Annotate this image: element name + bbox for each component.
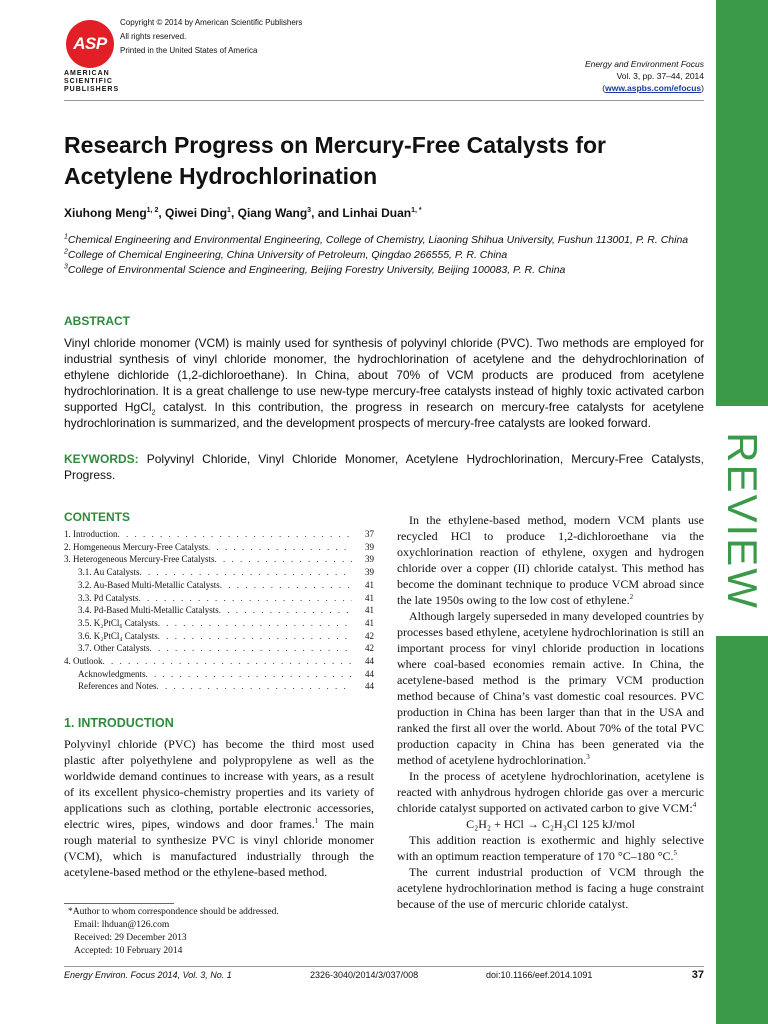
introduction-heading: 1. INTRODUCTION (64, 716, 174, 730)
toc-page: 41 (365, 617, 374, 628)
copyright-line: All rights reserved. (120, 32, 187, 41)
review-label-text: REVIEW (719, 432, 766, 610)
toc-label: References and Notes (78, 681, 157, 692)
toc-label: 3. Heterogeneous Mercury-Free Catalysts (64, 554, 215, 565)
toc-label: 3.2. Au-Based Multi-Metallic Catalysts (78, 579, 220, 590)
affil-num: 2 (64, 248, 68, 256)
toc-leader-dots (208, 541, 352, 554)
toc-leader-dots (139, 592, 352, 605)
introduction-body (64, 736, 374, 880)
affiliation (64, 233, 704, 248)
article-title: Research Progress on Mercury-Free Catalysts for Acetylene Hydrochlorination (64, 132, 606, 189)
affil-text: Chemical Engineering and Environmental Engineering, College of Chemistry, Liaoning Shihua University, Fushun 113001, P. R. China (67, 234, 689, 246)
copyright-line: Printed in the United States of America (120, 46, 258, 55)
body-paragraph (397, 832, 704, 864)
toc-leader-dots (118, 528, 353, 541)
abstract-text-2: catalyst. In this contribution, the progress in research on mercury-free catalysts for acetylene hydrochlorination is summarized, and the development prospects of mercury-free catalysts are looked forward. (64, 400, 704, 430)
toc-page: 41 (365, 592, 374, 603)
toc-leader-dots (219, 604, 352, 617)
toc-leader-dots (158, 617, 352, 630)
publisher-line: SCIENTIFIC (64, 78, 113, 85)
author-name: Linhai Duan (342, 206, 412, 220)
toc-entry[interactable] (64, 541, 374, 554)
toc-page: 44 (365, 681, 374, 692)
body-text: In the process of acetylene hydrochlorination, acetylene is reacted with anhydrous hydrogen chloride gas over a mercuric chloride catalyst supported on activated carbon to give VCM: (397, 769, 704, 815)
publisher-line: PUBLISHERS (64, 86, 120, 93)
citation-ref[interactable]: 4 (692, 801, 697, 809)
journal-volume: Vol. 3, pp. 37–44, 2014 (616, 71, 704, 81)
affiliations (64, 233, 704, 278)
abstract-body (64, 335, 704, 431)
toc-page: 44 (365, 668, 374, 679)
keywords-text: Polyvinyl Chloride, Vinyl Chloride Monomer, Acetylene Hydrochlorination, Mercury-Free Catalysts, Progress. (64, 452, 704, 482)
body-text: In the ethylene-based method, modern VCM plants use recycled HCl to produce 1,2-dichloroethane via the oxychlorination reaction of ethylene, oxygen and hydrogen chloride over a copper (II) chloride catalyst. This method has become the dominant technique to produce VCM abroad since the late 1950s owing to the low cost of ethylene. (397, 513, 704, 607)
body-paragraph (397, 864, 704, 912)
publisher-line: AMERICAN (64, 70, 110, 77)
toc-page: 39 (365, 541, 374, 552)
toc-label: 3.5. K₂PtCl₆ Catalysts (78, 617, 158, 628)
toc-leader-dots (140, 566, 352, 579)
citation-ref[interactable]: 2 (629, 593, 634, 601)
author-name: Qiang Wang (237, 206, 308, 220)
footer-journal: Energy Environ. Focus 2014, Vol. 3, No. 1 (64, 970, 232, 980)
toc-label: 3.4. Pd-Based Multi-Metallic Catalysts (78, 605, 219, 616)
footnote-received: Received: 29 December 2013 (74, 933, 187, 943)
footnote-accepted: Accepted: 10 February 2014 (74, 946, 183, 956)
toc-page: 42 (365, 630, 374, 641)
abstract-heading: ABSTRACT (64, 314, 130, 328)
page-footer (64, 970, 704, 984)
toc-label: 3.1. Au Catalysts (78, 567, 140, 578)
toc-label: 2. Homgeneous Mercury-Free Catalysts (64, 541, 208, 552)
author-name: Xiuhong Meng (64, 206, 147, 220)
reaction-equation: C₂H₂ + HCl → C₂H₃Cl 125 kJ/mol (466, 817, 635, 831)
affil-text: College of Environmental Science and Engineering, Beijing Forestry University, Beijing 100083, P. R. China (67, 264, 566, 276)
toc-entry[interactable] (64, 680, 374, 693)
author-sup: 1 (227, 207, 231, 214)
toc-entry[interactable] (64, 592, 374, 605)
affil-text: College of Chemical Engineering, China University of Petroleum, Qingdao 266555, P. R. China (67, 249, 508, 261)
citation-ref[interactable]: 5 (673, 849, 678, 857)
copyright-notice (120, 16, 302, 58)
body-paragraph (397, 768, 704, 816)
toc-entry[interactable] (64, 668, 374, 681)
abstract-sub: 2 (151, 409, 156, 417)
toc-entry[interactable] (64, 655, 374, 668)
toc-entry[interactable] (64, 579, 374, 592)
footnote-rule (64, 903, 174, 904)
toc-entry[interactable] (64, 630, 374, 643)
asp-logo: ASP (66, 20, 114, 68)
toc-entry[interactable] (64, 642, 374, 655)
toc-entry[interactable] (64, 553, 374, 566)
toc-label: 3.3. Pd Catalysts (78, 592, 139, 603)
affiliation (64, 263, 704, 278)
toc-page: 37 (365, 529, 374, 539)
intro-text: The main rough material to synthesize PVC is vinyl chloride monomer (VCM), which is manufactured industrially through the acetylene-based method or the ethylene-based method. (64, 817, 374, 879)
toc-leader-dots (214, 553, 352, 566)
keywords (64, 451, 704, 483)
toc-label: 3.6. K₂PtCl₄ Catalysts (78, 630, 158, 641)
right-column-body (397, 512, 704, 912)
toc-label: Acknowledgments (78, 668, 146, 679)
copyright-line: Copyright © 2014 by American Scientific Publishers (120, 18, 303, 27)
toc-page: 39 (365, 554, 374, 565)
toc-entry[interactable] (64, 528, 374, 541)
toc-page: 41 (365, 605, 374, 616)
author-list: Xiuhong Meng$^{1, 2}$, Qiwei Ding$^1$, Qiang Wang$^3$, and Linhai Duan$^{1, *}$ (64, 206, 422, 220)
page-number: 37 (691, 969, 704, 981)
intro-paragraph (64, 736, 374, 880)
toc-label: 1. Introduction (64, 529, 118, 539)
toc-label: 3.7. Other Catalysts (78, 643, 150, 654)
footnote-correspondence: *Author to whom correspondence should be addressed. (68, 907, 279, 917)
abstract-text-1: Vinyl chloride monomer (VCM) is mainly used for synthesis of polyvinyl chloride (PVC). Two methods are employed for industrial synthesis of vinyl chloride monomer, the hydrochlorination of acetylene and the dehydrochlorination of ethylene dichloride (1,2-dichloroethane). In China, about 70% of VCM products are produced from acetylene hydrochlorination. It is a great challenge to use new-type mercury-free catalysts instead of highly toxic activated carbon supported HgCl (64, 336, 704, 414)
journal-info: Energy and Environment Focus Vol. 3, pp. 37–44, 2014 (www.aspbs.com/efocus) (584, 59, 704, 93)
review-side-label (716, 406, 768, 636)
body-paragraph (397, 512, 704, 608)
toc-page: 44 (365, 656, 374, 667)
toc-label: 4. Outlook (64, 656, 103, 667)
correspondence-footnote (64, 906, 374, 958)
toc-leader-dots (156, 680, 352, 693)
affiliation (64, 248, 704, 263)
body-text: The current industrial production of VCM through the acetylene hydrochlorination method is facing a huge constraint because of the use of mercuric chloride catalyst. (397, 865, 704, 911)
toc-leader-dots (103, 655, 352, 668)
header-rule (64, 100, 704, 101)
author-name: Qiwei Ding (165, 206, 228, 220)
toc-entry[interactable] (64, 566, 374, 579)
toc-entry[interactable] (64, 617, 374, 630)
toc-page: 41 (365, 579, 374, 590)
table-of-contents (64, 528, 374, 693)
keywords-label: KEYWORDS: (64, 452, 139, 466)
affil-num: 3 (64, 263, 68, 271)
footer-rule (64, 966, 704, 967)
toc-leader-dots (150, 642, 353, 655)
footer-doi[interactable]: doi:10.1166/eef.2014.1091 (486, 970, 593, 980)
toc-leader-dots (146, 668, 353, 681)
body-text: Although largely superseded in many developed countries by processes based ethylene, acetylene hydrochlorination is still an important process for vinyl chloride production in locations where coal-based economies remain active. In China, the acetylene-based method is the primary VCM production method because of China’s vast domestic coal resources. PVC production in China has been larger than that in the USA and ranked the first all over the world. About 70% of the total PVC production capacity in China has been generated via the method of acetylene hydrochlorination. (397, 609, 704, 767)
body-text: This addition reaction is exothermic and highly selective with an optimum reaction temperature of 170 °C–180 °C. (397, 833, 704, 863)
intro-text: Polyvinyl chloride (PVC) has become the third most used plastic after polyethylene and polypropylene as well as the worldwide demand continues to increase with years, as a result of its excellent physico-chemistry properties and its variety of applications such as clothing, portable electronic accessories, electric wires, pipes, windows and door frames. (64, 737, 374, 831)
footer-code: 2326-3040/2014/3/037/008 (310, 970, 419, 980)
toc-page: 39 (365, 567, 374, 578)
journal-url-link[interactable]: www.aspbs.com/efocus (605, 83, 702, 93)
contents-heading: CONTENTS (64, 510, 130, 524)
footnote-email: Email: lhduan@126.com (74, 920, 170, 930)
journal-name: Energy and Environment Focus (584, 59, 704, 69)
affil-num: 1 (64, 233, 68, 241)
toc-leader-dots (220, 579, 352, 592)
toc-entry[interactable] (64, 604, 374, 617)
toc-page: 42 (365, 643, 374, 654)
author-sup: 1, 2 (146, 207, 159, 214)
publisher-name (64, 70, 124, 94)
citation-ref[interactable]: 3 (586, 753, 590, 761)
author-sup: 3 (307, 207, 312, 214)
citation-ref[interactable]: 1 (314, 817, 319, 825)
toc-leader-dots (158, 630, 352, 643)
author-sup: 1, * (411, 207, 422, 214)
body-paragraph (397, 608, 704, 768)
